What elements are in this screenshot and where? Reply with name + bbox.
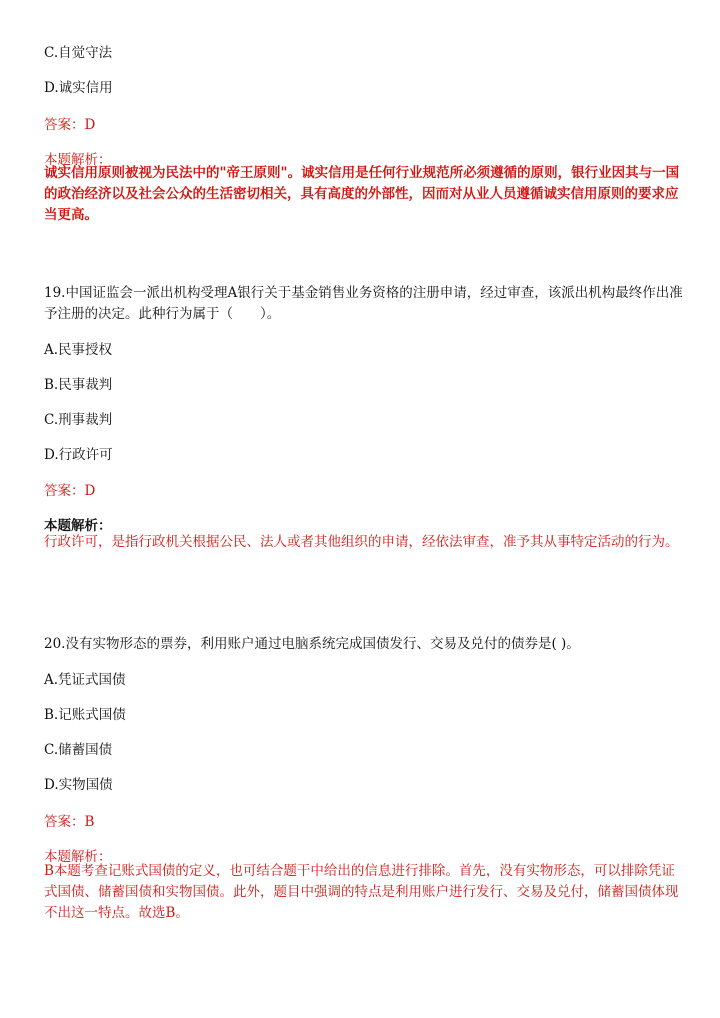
q18-option-c: C.自觉守法 [44, 45, 113, 61]
q20-analysis-heading: 本题解析： [44, 849, 112, 865]
q20-option-a: A.凭证式国债 [44, 672, 126, 688]
q18-option-d: D.诚实信用 [44, 80, 113, 96]
q20-option-d: D.实物国债 [44, 777, 113, 793]
q20-question: 20.没有实物形态的票券，利用账户通过电脑系统完成国债发行、交易及兑付的债券是( )。 [44, 636, 580, 652]
q19-option-d: D.行政许可 [44, 447, 113, 463]
q20-answer: 答案：B [44, 814, 95, 830]
q20-option-c: C.储蓄国债 [44, 742, 113, 758]
q18-answer: 答案：D [44, 117, 96, 133]
q20-analysis-text: B本题考查记账式国债的定义，也可结合题干中给出的信息进行排除。首先，没有实物形态，可以排除凭证式国债、储蓄国债和实物国债。此外，题目中强调的特点是利用账户进行发行、交易及兑付，储蓄国债体现不出这一特点。故选B。 [44, 863, 679, 921]
q19-option-c: C.刑事裁判 [44, 412, 113, 428]
q19-analysis-heading: 本题解析： [44, 518, 112, 534]
q18-analysis-text: 诚实信用原则被视为民法中的"帝王原则"。诚实信用是任何行业规范所必须遵循的原则，银行业因其与一国的政治经济以及社会公众的生活密切相关，具有高度的外部性，因而对从业人员遵循诚实信用原则的要求应当更高。 [44, 165, 680, 223]
q19-answer: 答案：D [44, 483, 96, 499]
q19-option-b: B.民事裁判 [44, 377, 113, 393]
q19-option-a: A.民事授权 [44, 342, 113, 358]
q18-analysis-heading: 本题解析： [44, 152, 112, 168]
q19-question: 19.中国证监会一派出机构受理A银行关于基金销售业务资格的注册申请，经过审查，该派出机构最终作出准予注册的决定。此种行为属于（ ）。 [44, 285, 683, 322]
q20-option-b: B.记账式国债 [44, 707, 126, 723]
q19-analysis-text: 行政许可，是指行政机关根据公民、法人或者其他组织的申请，经依法审查，准予其从事特定活动的行为。 [44, 534, 679, 550]
